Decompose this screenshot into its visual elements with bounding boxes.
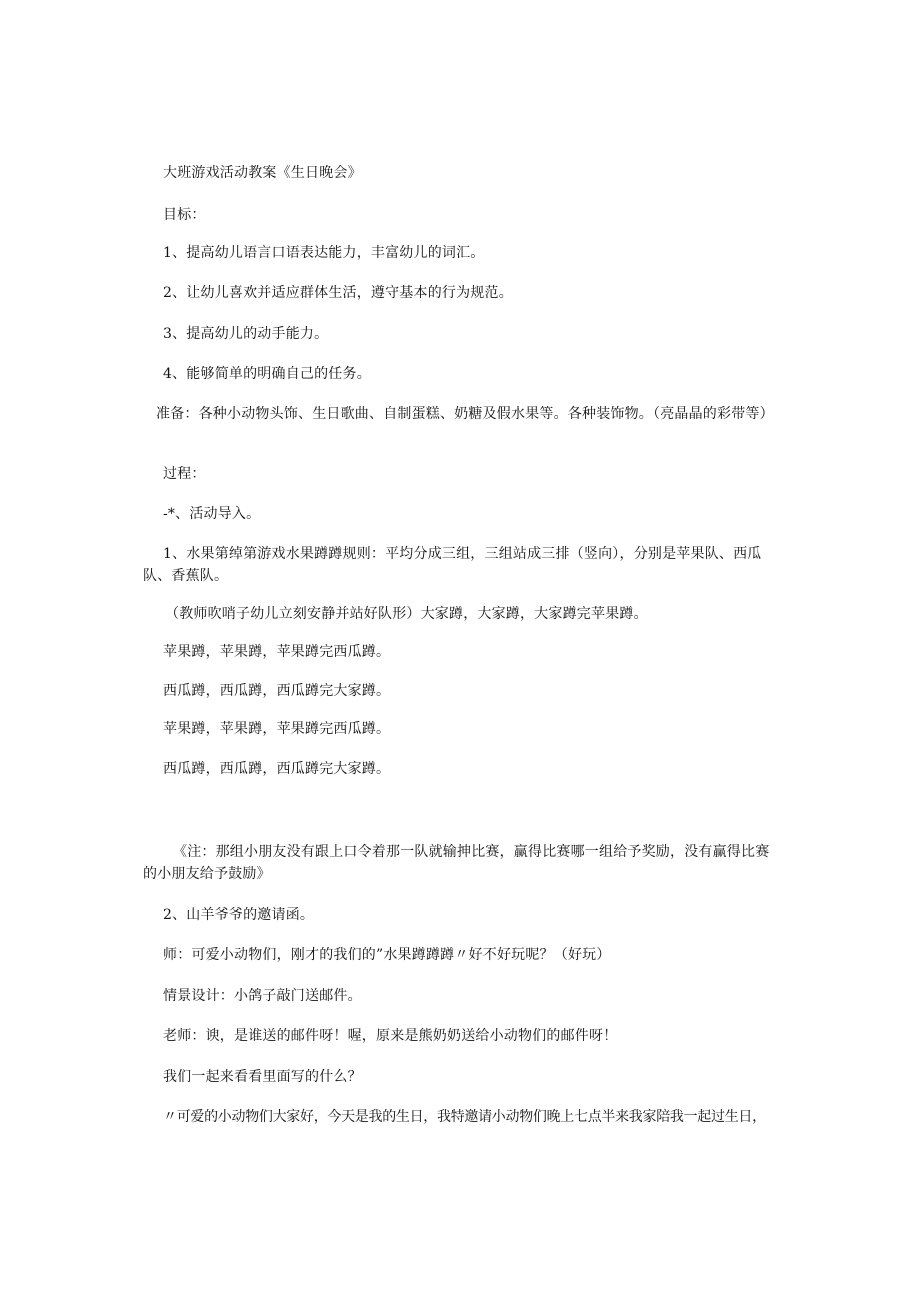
goal-item: 1、提高幼儿语言口语表达能力，丰富幼儿的词汇。 bbox=[163, 245, 485, 261]
chant-line: 苹果蹲，苹果蹲，苹果蹲完西瓜蹲。 bbox=[163, 644, 391, 660]
chant-line: 西瓜蹲，西瓜蹲，西瓜蹲完大家蹲。 bbox=[163, 683, 391, 699]
goals-heading: 目标： bbox=[163, 207, 206, 223]
invitation-letter: 〃可爱的小动物们大家好，今天是我的生日，我特邀请小动物们晚上七点半来我家陪我一起过生日， bbox=[163, 1109, 766, 1125]
read-together: 我们一起来看看里面写的什么？ bbox=[163, 1069, 362, 1085]
chant-line: 苹果蹲，苹果蹲，苹果蹲完西瓜蹲。 bbox=[163, 721, 391, 737]
goal-item: 4、能够简单的明确自己的任务。 bbox=[163, 366, 371, 382]
process-heading: 过程： bbox=[163, 466, 206, 482]
scene-design: 情景设计：小鸽子敲门送邮件。 bbox=[163, 988, 362, 1004]
fruit-game-rule: 1、水果第绰第游戏水果蹲蹲规则：平均分成三组，三组站成三排（竖向），分别是苹果队、西瓜队、香蕉队。 bbox=[143, 546, 762, 584]
game-note: 《注：那组小朋友没有跟上口令着那一队就输抻比赛，赢得比赛哪一组给予奖励，没有赢得比赛的小朋友给予鼓励》 bbox=[143, 844, 770, 882]
section-one-heading: -*、活动导入。 bbox=[163, 506, 261, 522]
goal-item: 2、让幼儿喜欢并适应群体生活，遵守基本的行为规范。 bbox=[163, 285, 513, 301]
teacher-question: 师：可爱小动物们，刚才的我们的”水果蹲蹲蹲〃好不好玩呢？（好玩） bbox=[163, 947, 611, 963]
document-title: 大班游戏活动教案《生日晚会》 bbox=[163, 165, 362, 181]
preparation-paragraph: 准备：各种小动物头饰、生日歌曲、自制蛋糕、奶糖及假水果等。各种装饰物。（亮晶晶的彩带等） bbox=[156, 406, 774, 422]
chant-line: 西瓜蹲，西瓜蹲，西瓜蹲完大家蹲。 bbox=[163, 761, 391, 777]
teacher-answer: 老师：谀，是谁送的邮件呀！喔，原来是熊奶奶送给小动物们的邮件呀！ bbox=[163, 1028, 618, 1044]
goal-item: 3、提高幼儿的动手能力。 bbox=[163, 326, 329, 342]
teacher-whistle: （教师吹哨子幼儿立刻安静并站好队形）大家蹲，大家蹲，大家蹲完苹果蹲。 bbox=[165, 606, 648, 622]
section-two-heading: 2、山羊爷爷的邀请函。 bbox=[163, 907, 315, 923]
